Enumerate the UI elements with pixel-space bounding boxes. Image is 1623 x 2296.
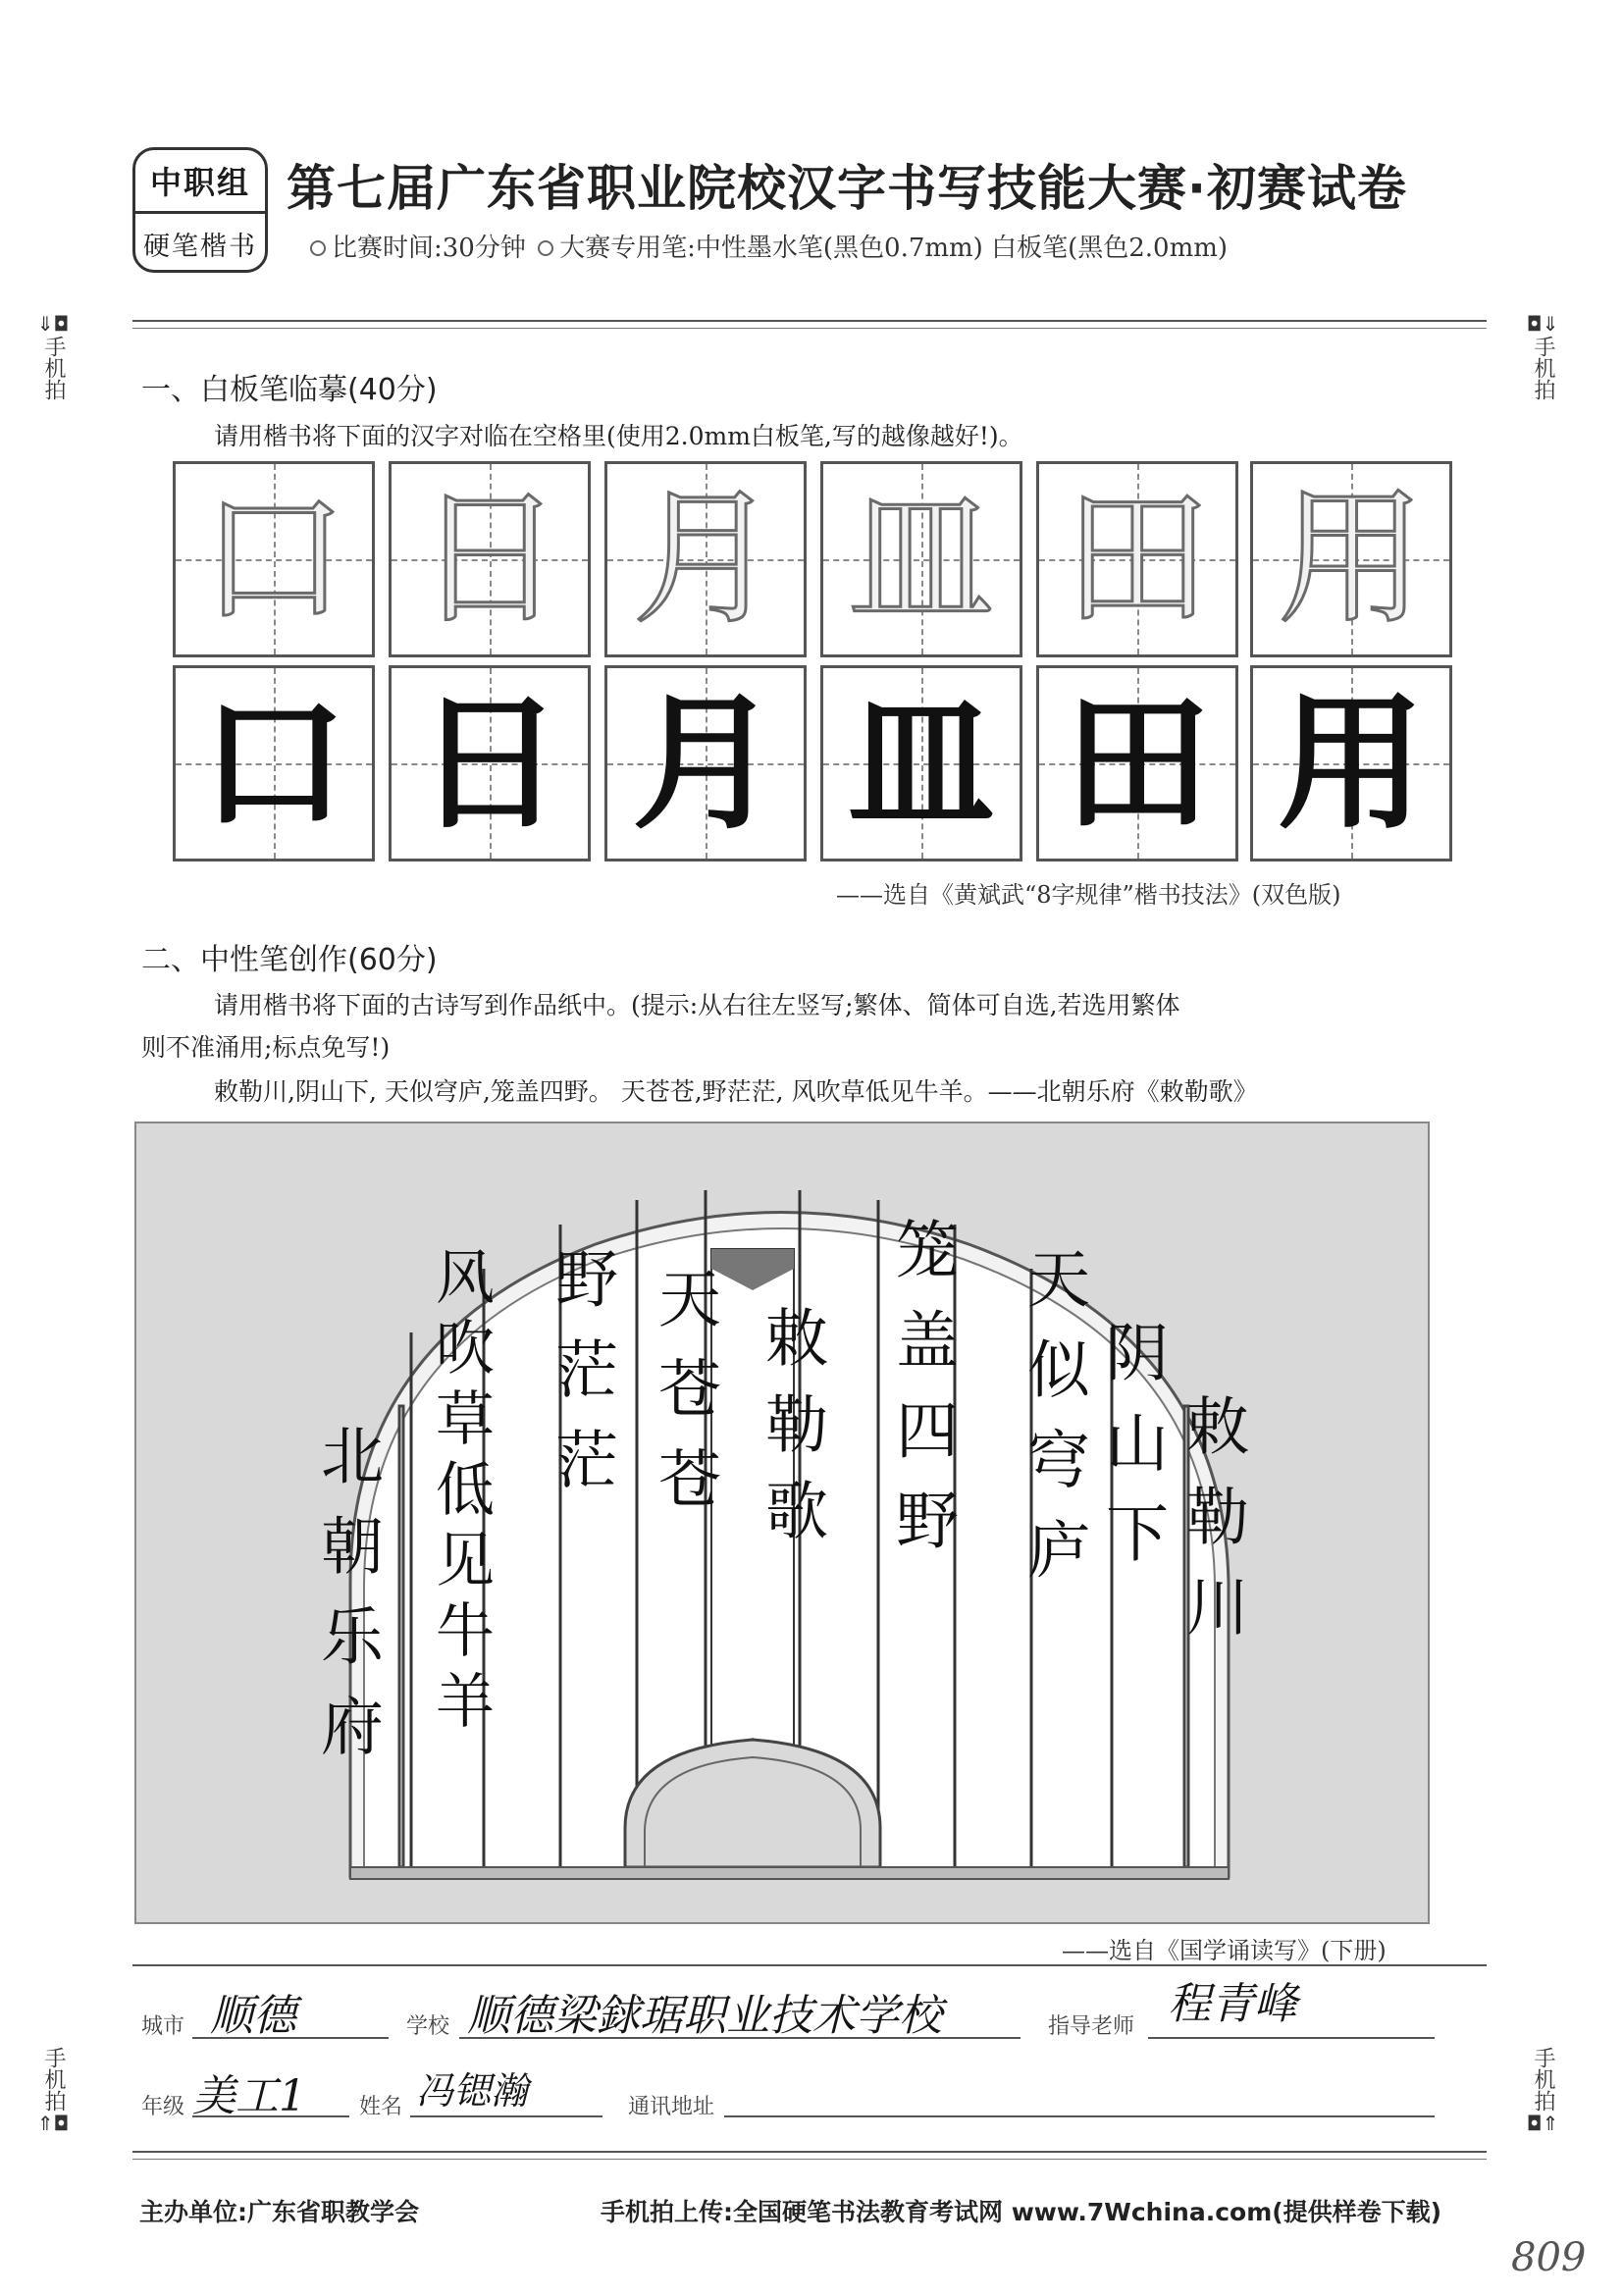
top-divider xyxy=(132,320,1487,322)
poem-title-column: 敕勒歌 xyxy=(755,1305,827,1564)
column-divider xyxy=(399,1406,403,1867)
copy-char-cell xyxy=(1036,665,1238,861)
section1-instruction: 请用楷书将下面的汉字对临在空格里(使用2.0mm白板笔,写的越像越好!)。 xyxy=(214,422,1023,450)
exam-title: 第七届广东省职业院校汉字书写技能大赛·初赛试卷 xyxy=(287,160,1407,217)
poem-column: 野茫茫 xyxy=(545,1246,617,1517)
bullet-icon xyxy=(538,240,553,256)
model-char-cell xyxy=(173,461,375,657)
camera-icon: ⇑◘ xyxy=(36,2112,70,2135)
copied-char[interactable]: 田 xyxy=(1063,677,1211,850)
side-marker-label: 手机拍 xyxy=(41,336,66,400)
badge-category-label: 硬笔楷书 xyxy=(143,231,257,262)
page-number: 809 xyxy=(1511,2235,1587,2280)
model-char-cell xyxy=(1250,461,1452,657)
city-value[interactable]: 顺德 xyxy=(210,1991,296,2041)
poem-column: 敕勒川 xyxy=(1176,1393,1248,1664)
city-label: 城市 xyxy=(141,2014,185,2039)
teacher-value[interactable]: 程青峰 xyxy=(1168,1979,1297,2029)
side-marker-left-top xyxy=(33,312,73,400)
teacher-label: 指导老师 xyxy=(1048,2014,1135,2039)
school-field-line xyxy=(459,2037,1021,2039)
time-info: 比赛时间:30分钟 xyxy=(332,234,526,263)
camera-icon: ◘⇑ xyxy=(1526,2112,1559,2135)
side-marker-left-bottom xyxy=(33,2047,73,2135)
copy-char-cell xyxy=(173,665,375,861)
section2-title: 二、中性笔创作(60分) xyxy=(141,943,438,977)
top-divider-thin xyxy=(132,328,1487,329)
model-char-cell xyxy=(1036,461,1238,657)
copied-char[interactable]: 皿 xyxy=(847,677,995,850)
exam-subtitle xyxy=(306,228,1228,264)
grade-field-line xyxy=(192,2115,349,2117)
side-marker-right-top xyxy=(1523,312,1562,400)
teacher-field-line xyxy=(1148,2037,1435,2039)
side-marker-label: 手机拍 xyxy=(1531,2047,1555,2112)
copy-char-cell xyxy=(389,665,591,861)
poem-column: 笼盖四野 xyxy=(885,1217,958,1578)
section2-instruction-2: 则不准涌用;标点免写!) xyxy=(141,1033,391,1062)
poem-column: 天苍苍 xyxy=(648,1266,720,1537)
pen-info: 大赛专用笔:中性墨水笔(黑色0.7mm) 白板笔(黑色2.0mm) xyxy=(559,234,1229,263)
copy-char-cell xyxy=(604,665,807,861)
section2-instruction-1: 请用楷书将下面的古诗写到作品纸中。(提示:从右往左竖写;繁体、简体可自选,若选用繁体 xyxy=(214,991,1180,1019)
copy-char-cell xyxy=(1250,665,1452,861)
group-badge xyxy=(132,147,268,273)
grade-label: 年级 xyxy=(141,2095,185,2119)
model-char-cell xyxy=(820,461,1022,657)
organizer: 主办单位:广东省职教学会 xyxy=(139,2198,419,2226)
model-char-cell xyxy=(389,461,591,657)
poem-column: 天似穹庐 xyxy=(1017,1246,1089,1607)
school-label: 学校 xyxy=(406,2014,450,2039)
model-char-cell xyxy=(604,461,807,657)
side-marker-right-bottom xyxy=(1523,2047,1562,2135)
model-char: 皿 xyxy=(847,474,995,645)
side-marker-label: 手机拍 xyxy=(41,2047,66,2112)
bottom-divider-thin xyxy=(132,2159,1487,2160)
paper-base xyxy=(350,1867,1229,1879)
form-top-divider xyxy=(132,1964,1487,1966)
section2-source: ——选自《国学诵读写》(下册) xyxy=(1062,1937,1387,1964)
poem-text: 敕勒川,阴山下, 天似穹庐,笼盖四野。 天苍苍,野茫茫, 风吹草低见牛羊。——北朝乐府《敕勒歌》 xyxy=(214,1077,1258,1106)
camera-icon: ◘⇓ xyxy=(1526,312,1559,336)
upload-info: 手机拍上传:全国硬笔书法教育考试网 www.7Wchina.com(提供样卷下载) xyxy=(601,2198,1442,2226)
city-field-line xyxy=(192,2037,389,2039)
model-char: 口 xyxy=(199,474,347,645)
model-char: 用 xyxy=(1277,474,1425,645)
section1-source: ——选自《黄斌武“8字规律”楷书技法》(双色版) xyxy=(836,881,1341,909)
poem-column: 阴山下 xyxy=(1095,1320,1168,1591)
poem-column: 风吹草低见牛羊 xyxy=(426,1246,495,1741)
side-marker-label: 手机拍 xyxy=(1531,336,1555,400)
copied-char[interactable]: 月 xyxy=(631,677,779,850)
copied-char[interactable]: 日 xyxy=(415,677,563,850)
address-field-line xyxy=(724,2115,1435,2117)
copy-char-cell xyxy=(820,665,1022,861)
badge-group-label: 中职组 xyxy=(135,150,265,214)
model-char: 田 xyxy=(1063,474,1211,645)
bottom-divider xyxy=(132,2151,1487,2153)
model-char: 日 xyxy=(415,474,563,645)
name-field-line xyxy=(410,2115,602,2117)
school-value[interactable]: 顺德梁銶琚职业技术学校 xyxy=(467,1991,942,2041)
grade-value[interactable]: 美工1 xyxy=(192,2071,306,2121)
address-label: 通讯地址 xyxy=(628,2095,715,2119)
name-value[interactable]: 冯锶瀚 xyxy=(416,2069,529,2113)
poem-column: 北朝乐府 xyxy=(310,1423,383,1784)
camera-icon: ⇓◘ xyxy=(36,312,70,336)
copied-char[interactable]: 口 xyxy=(199,677,347,850)
section1-title: 一、白板笔临摹(40分) xyxy=(141,373,438,407)
copied-char[interactable]: 用 xyxy=(1277,677,1425,850)
name-label: 姓名 xyxy=(359,2095,403,2119)
model-char: 月 xyxy=(631,474,779,645)
bullet-icon xyxy=(310,240,326,256)
